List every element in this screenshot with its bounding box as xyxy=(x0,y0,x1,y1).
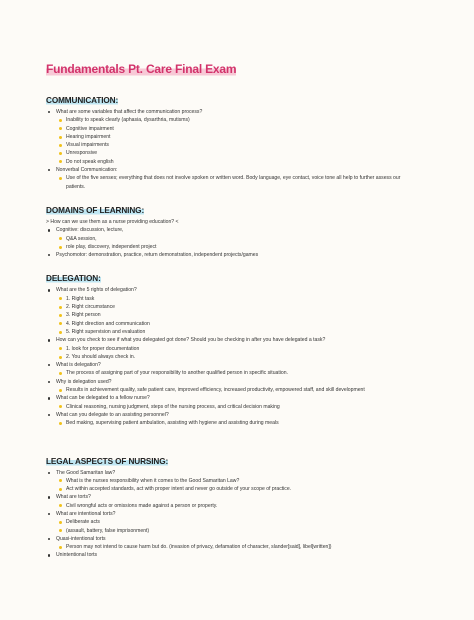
list-item: What are some variables that affect the communication process? xyxy=(44,108,430,116)
spacer xyxy=(44,437,430,451)
list-item: Deliberate acts xyxy=(44,518,430,526)
list-item: What are the 5 rights of delegation? xyxy=(44,286,430,294)
list-item: 1. Right task xyxy=(44,295,430,303)
list-item: What are intentional torts? xyxy=(44,510,430,518)
bullet-list xyxy=(44,469,430,560)
section-communication xyxy=(44,90,430,191)
list-item: role play, discovery, independent project xyxy=(44,243,430,251)
list-item: Cognitive: discussion, lecture, xyxy=(44,226,430,234)
list-item: Nonverbal Communication: xyxy=(44,166,430,174)
list-item: Results in achievement quality, safe patient care, improved efficiency, increased productivity, empowered staff, and skill development xyxy=(44,386,430,394)
section-domains-of-learning xyxy=(44,200,430,259)
list-item: Act within accepted standards, act with proper intent and never go outside of your scope of practice. xyxy=(44,485,430,493)
bullet-list xyxy=(44,286,430,427)
list-item: (assault, battery, false imprisonment) xyxy=(44,527,430,535)
list-item: What can be delegated to a fellow nurse? xyxy=(44,394,430,402)
list-item: What is the nurses responsibility when it comes to the Good Samaritan Law? xyxy=(44,477,430,485)
list-item: Bed making, supervising patient ambulation, assisting with hygiene and assisting during meals xyxy=(44,419,430,427)
list-item: Unintentional torts xyxy=(44,551,430,559)
list-item: 2. You should always check in. xyxy=(44,353,430,361)
list-item: 5. Right supervision and evaluation xyxy=(44,328,430,336)
bullet-list xyxy=(44,218,430,259)
list-item: Why is delegation used? xyxy=(44,378,430,386)
list-item: Inability to speak clearly (aphasia, dysarthria, mutisms) xyxy=(44,116,430,124)
note-line: > How can we use them as a nurse providing education? < xyxy=(46,218,179,225)
section-heading: COMMUNICATION: xyxy=(46,96,119,105)
page-title: Fundamentals Pt. Care Final Exam xyxy=(46,62,237,76)
list-item: Person may not intend to cause harm but do. (invasion of privacy, defamation of character, slander[said], libel[written]) xyxy=(44,543,430,551)
list-item: 1. look for proper documentation xyxy=(44,345,430,353)
list-item: Do not speak english xyxy=(44,158,430,166)
list-item: Use of the five senses; everything that does not involve spoken or written word. Body language, eye contact, voice tone all help to further assess our xyxy=(44,174,430,182)
list-item: 3. Right person xyxy=(44,311,430,319)
list-item: Psychomotor: demonstration, practice, return demonstration, independent projects/games xyxy=(44,251,430,259)
list-item: Civil wrongful acts or omissions made against a person or property. xyxy=(44,502,430,510)
list-item: Quasi-intentional torts xyxy=(44,535,430,543)
list-item: Unresponsive xyxy=(44,149,430,157)
list-item: Q&A session, xyxy=(44,235,430,243)
list-item: Clinical reasoning, nursing judgment, steps of the nursing process, and critical decision making xyxy=(44,403,430,411)
list-item-continuation: patients. xyxy=(66,183,86,190)
list-item: Hearing impairment xyxy=(44,133,430,141)
list-item: What is delegation? xyxy=(44,361,430,369)
section-heading: DOMAINS OF LEARNING: xyxy=(46,205,145,215)
list-item: The Good Samaritan law? xyxy=(44,469,430,477)
bullet-list xyxy=(44,108,430,191)
list-item: What are torts? xyxy=(44,493,430,501)
list-item: The process of assigning part of your responsibility to another qualified person in specific situation. xyxy=(44,369,430,377)
list-item: What can you delegate to an assisting personnel? xyxy=(44,411,430,419)
section-delegation xyxy=(44,268,430,427)
list-item: Visual impairments xyxy=(44,141,430,149)
section-heading: LEGAL ASPECTS OF NURSING: xyxy=(46,456,169,466)
section-heading: DELEGATION: xyxy=(46,274,101,284)
list-item: 4. Right direction and communication xyxy=(44,320,430,328)
list-item: How can you check to see if what you delegated got done? Should you be checking in after you have delegated a task? xyxy=(44,336,430,344)
list-item: 2. Right circumstance xyxy=(44,303,430,311)
list-item: Cognitive impairment xyxy=(44,125,430,133)
section-legal-aspects xyxy=(44,451,430,560)
